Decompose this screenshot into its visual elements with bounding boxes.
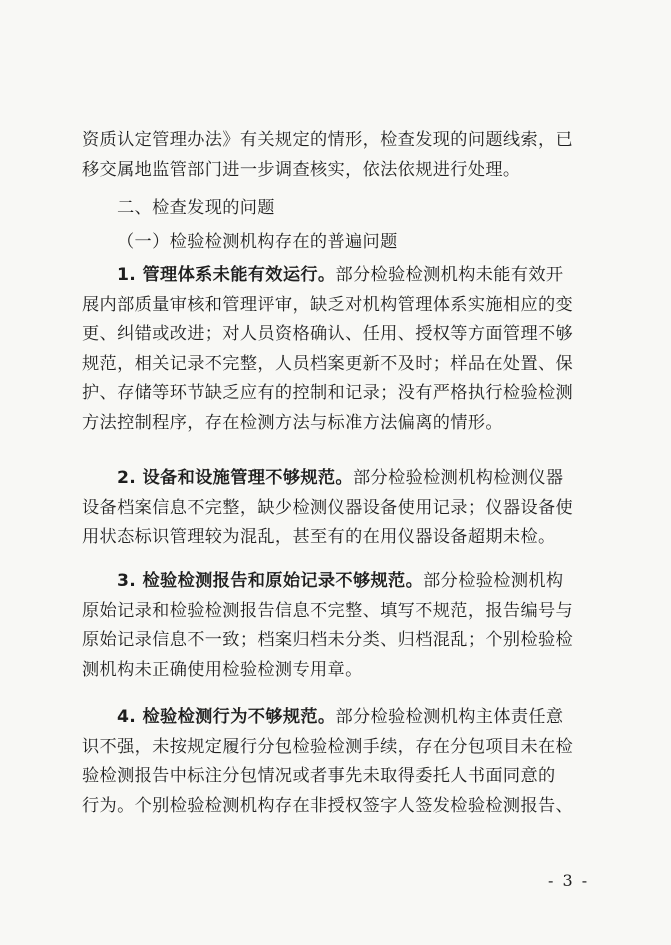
item-3-line-3: 原始记录信息不一致；档案归档未分类、归档混乱；个别检验检 [82,630,574,651]
item-1-line-3: 更、纠错或改进；对人员资格确认、任用、授权等方面管理不够 [82,324,574,345]
item-4-first-line-rest: 部分检验检测机构主体责任意 [335,707,564,727]
item-1-line-4: 规范，相关记录不完整，人员档案更新不及时；样品在处置、保 [82,353,574,374]
item-4-first-line [82,703,594,733]
subsection-heading-block [82,228,594,258]
item-2-first-line [82,464,594,494]
intro-line-1: 资质认定管理办法》有关规定的情形，检查发现的问题线索，已 [82,130,574,150]
item-1-paragraph [82,261,594,439]
item-4-line-2: 识不强，未按规定履行分包检验检测手续，存在分包项目未在检 [82,736,574,757]
item-2-paragraph [82,464,594,553]
page-number: - 3 - [548,871,590,890]
item-2-first-line-rest: 部分检验检测机构检测仪器 [352,468,564,488]
item-1-line-2: 展内部质量审核和管理评审，缺乏对机构管理体系实施相应的变 [82,294,574,315]
section-heading: 二、检查发现的问题 [117,198,275,218]
item-4-paragraph [82,703,594,821]
item-1-line-6: 方法控制程序，存在检测方法与标准方法偏离的情形。 [82,412,503,433]
intro-line-2: 移交属地监管部门进一步调查核实，依法依规进行处理。 [82,159,521,180]
intro-paragraph [82,126,594,185]
item-3-paragraph [82,567,594,685]
item-1-title: 1. 管理体系未能有效运行。 [117,265,336,285]
item-2-title: 2. 设备和设施管理不够规范。 [117,468,353,488]
item-1-line-5: 护、存储等环节缺乏应有的控制和记录；没有严格执行检验检测 [82,383,574,404]
item-2-line-3: 用状态标识管理较为混乱，甚至有的在用仪器设备超期未检。 [82,527,556,548]
item-4-line-4: 行为。个别检验检测机构存在非授权签字人签发检验检测报告、 [82,795,574,816]
item-1-first-line-rest: 部分检验检测机构未能有效开 [335,265,564,285]
item-3-line-4: 测机构未正确使用检验检测专用章。 [82,659,363,680]
item-2-line-2: 设备档案信息不完整，缺少检测仪器设备使用记录；仪器设备使 [82,497,574,518]
item-3-line-2: 原始记录和检验检测报告信息不完整、填写不规范，报告编号与 [82,600,574,621]
section-heading-block [82,194,594,224]
item-4-line-3: 验检测报告中标注分包情况或者事先未取得委托人书面同意的 [82,766,556,787]
item-3-first-line [82,567,594,597]
item-3-first-line-rest: 部分检验检测机构 [423,571,564,591]
item-4-title: 4. 检验检测行为不够规范。 [117,707,336,727]
item-3-title: 3. 检验检测报告和原始记录不够规范。 [117,571,424,591]
subsection-heading: （一）检验检测机构存在的普遍问题 [117,232,398,252]
item-1-first-line [82,261,594,291]
